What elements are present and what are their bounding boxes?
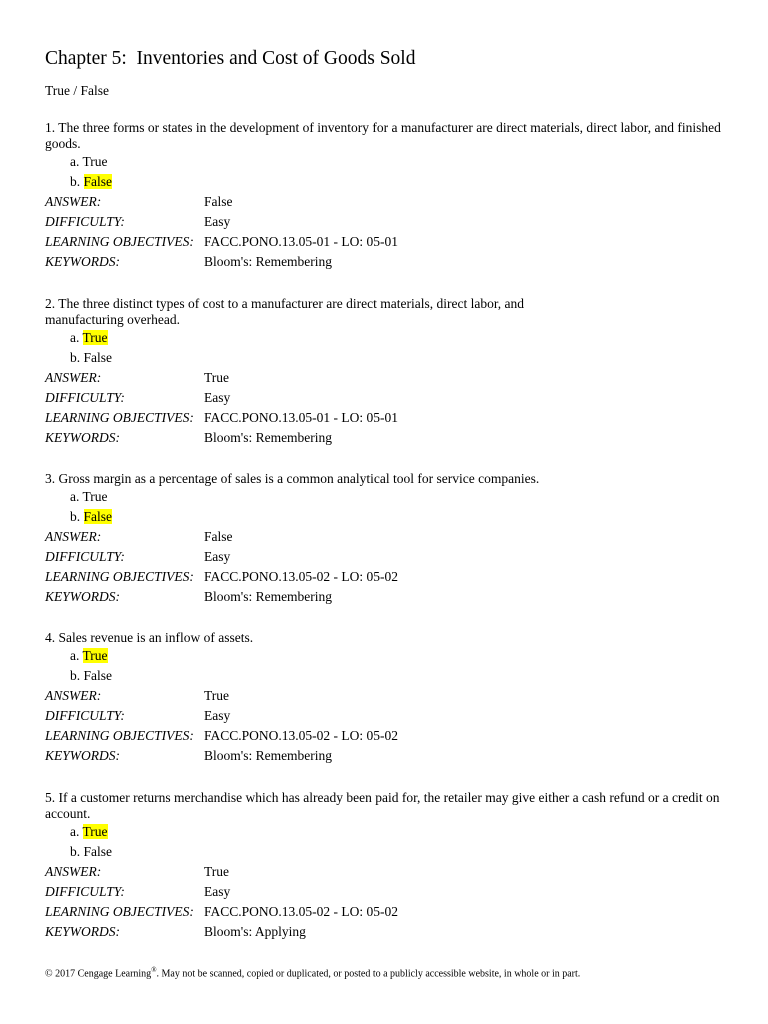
question-text: 4. Sales revenue is an inflow of assets. <box>45 630 254 645</box>
answer-value: True <box>204 864 230 879</box>
option-label-highlighted: True <box>82 824 108 839</box>
page-title: Chapter 5: Inventories and Cost of Goods Sold <box>45 48 416 69</box>
answer-label: ANSWER: <box>45 529 102 544</box>
option-letter: a. <box>70 648 80 663</box>
keywords-row <box>45 922 735 942</box>
option-letter: b. <box>70 509 81 524</box>
keywords-label: KEYWORDS: <box>45 589 120 604</box>
answer-value: True <box>204 370 230 385</box>
option-label-highlighted: True <box>82 330 108 345</box>
question-text-line-2: manufacturing overhead. <box>45 312 180 327</box>
registered-mark: ® <box>151 966 157 974</box>
difficulty-label: DIFFICULTY: <box>45 708 125 723</box>
keywords-row <box>45 746 735 766</box>
option-letter: a. <box>70 154 80 169</box>
option-a <box>45 487 735 507</box>
keywords-label: KEYWORDS: <box>45 430 120 445</box>
section-heading: True / False <box>45 83 110 98</box>
copyright-footer <box>45 963 580 981</box>
option-label: True <box>82 154 108 169</box>
objectives-value: FACC.PONO.13.05-01 - LO: 05-01 <box>204 410 399 425</box>
objectives-row <box>45 408 735 428</box>
copyright-prefix: © 2017 Cengage Learning <box>45 968 152 980</box>
objectives-row <box>45 902 735 922</box>
option-b <box>45 666 735 686</box>
option-a <box>45 152 735 172</box>
option-letter: b. <box>70 350 81 365</box>
question-3 <box>45 471 735 607</box>
answer-value: False <box>204 194 233 209</box>
answer-value: False <box>204 529 233 544</box>
answer-row <box>45 686 735 706</box>
option-a <box>45 822 735 842</box>
question-5 <box>45 790 735 942</box>
keywords-label: KEYWORDS: <box>45 254 120 269</box>
option-letter: b. <box>70 668 81 683</box>
difficulty-label: DIFFICULTY: <box>45 390 125 405</box>
question-1 <box>45 120 735 272</box>
keywords-label: KEYWORDS: <box>45 924 120 939</box>
answer-row <box>45 192 735 212</box>
keywords-value: Bloom's: Remembering <box>204 254 333 269</box>
difficulty-label: DIFFICULTY: <box>45 549 125 564</box>
question-2 <box>45 296 735 448</box>
answer-row <box>45 862 735 882</box>
option-label: False <box>83 350 112 365</box>
keywords-label: KEYWORDS: <box>45 748 120 763</box>
objectives-label: LEARNING OBJECTIVES: <box>45 410 194 425</box>
option-b <box>45 842 735 862</box>
difficulty-row <box>45 547 735 567</box>
difficulty-row <box>45 882 735 902</box>
objectives-label: LEARNING OBJECTIVES: <box>45 728 194 743</box>
objectives-label: LEARNING OBJECTIVES: <box>45 234 194 249</box>
difficulty-label: DIFFICULTY: <box>45 884 125 899</box>
option-a <box>45 328 735 348</box>
answer-label: ANSWER: <box>45 370 102 385</box>
answer-label: ANSWER: <box>45 688 102 703</box>
option-letter: a. <box>70 489 80 504</box>
option-letter: a. <box>70 330 80 345</box>
keywords-value: Bloom's: Applying <box>204 924 306 939</box>
difficulty-value: Easy <box>204 708 231 723</box>
question-text-line-1: 2. The three distinct types of cost to a manufacturer are direct materials, direct labor, and <box>45 296 525 311</box>
option-label: False <box>83 844 112 859</box>
difficulty-label: DIFFICULTY: <box>45 214 125 229</box>
question-4 <box>45 630 735 766</box>
option-b <box>45 507 735 527</box>
keywords-row <box>45 587 735 607</box>
copyright-suffix: . May not be scanned, copied or duplicated, or posted to a publicly accessible website, in whole or in part. <box>156 968 581 980</box>
answer-label: ANSWER: <box>45 864 102 879</box>
keywords-row <box>45 252 735 272</box>
objectives-label: LEARNING OBJECTIVES: <box>45 569 194 584</box>
difficulty-value: Easy <box>204 549 231 564</box>
option-label: True <box>82 489 108 504</box>
option-label-highlighted: True <box>82 648 108 663</box>
question-text: 1. The three forms or states in the development of inventory for a manufacturer are direct materials, direct labor, and finished goods. <box>45 120 721 151</box>
option-label-highlighted: False <box>83 174 112 189</box>
option-label: False <box>83 668 112 683</box>
objectives-value: FACC.PONO.13.05-01 - LO: 05-01 <box>204 234 399 249</box>
option-b <box>45 348 735 368</box>
objectives-label: LEARNING OBJECTIVES: <box>45 904 194 919</box>
answer-label: ANSWER: <box>45 194 102 209</box>
option-b <box>45 172 735 192</box>
answer-row <box>45 527 735 547</box>
difficulty-value: Easy <box>204 390 231 405</box>
question-text: 3. Gross margin as a percentage of sales is a common analytical tool for service companies. <box>45 471 540 486</box>
objectives-value: FACC.PONO.13.05-02 - LO: 05-02 <box>204 569 399 584</box>
difficulty-row <box>45 706 735 726</box>
difficulty-row <box>45 388 735 408</box>
difficulty-row <box>45 212 735 232</box>
keywords-value: Bloom's: Remembering <box>204 430 333 445</box>
keywords-value: Bloom's: Remembering <box>204 748 333 763</box>
objectives-row <box>45 567 735 587</box>
keywords-value: Bloom's: Remembering <box>204 589 333 604</box>
option-letter: b. <box>70 844 81 859</box>
option-letter: b. <box>70 174 81 189</box>
objectives-row <box>45 726 735 746</box>
question-text: 5. If a customer returns merchandise which has already been paid for, the retailer may give either a cash refund or a credit on account. <box>45 790 720 821</box>
objectives-row <box>45 232 735 252</box>
answer-row <box>45 368 735 388</box>
objectives-value: FACC.PONO.13.05-02 - LO: 05-02 <box>204 728 399 743</box>
option-a <box>45 646 735 666</box>
option-letter: a. <box>70 824 80 839</box>
option-label-highlighted: False <box>83 509 112 524</box>
objectives-value: FACC.PONO.13.05-02 - LO: 05-02 <box>204 904 399 919</box>
difficulty-value: Easy <box>204 214 231 229</box>
answer-value: True <box>204 688 230 703</box>
keywords-row <box>45 428 735 448</box>
difficulty-value: Easy <box>204 884 231 899</box>
